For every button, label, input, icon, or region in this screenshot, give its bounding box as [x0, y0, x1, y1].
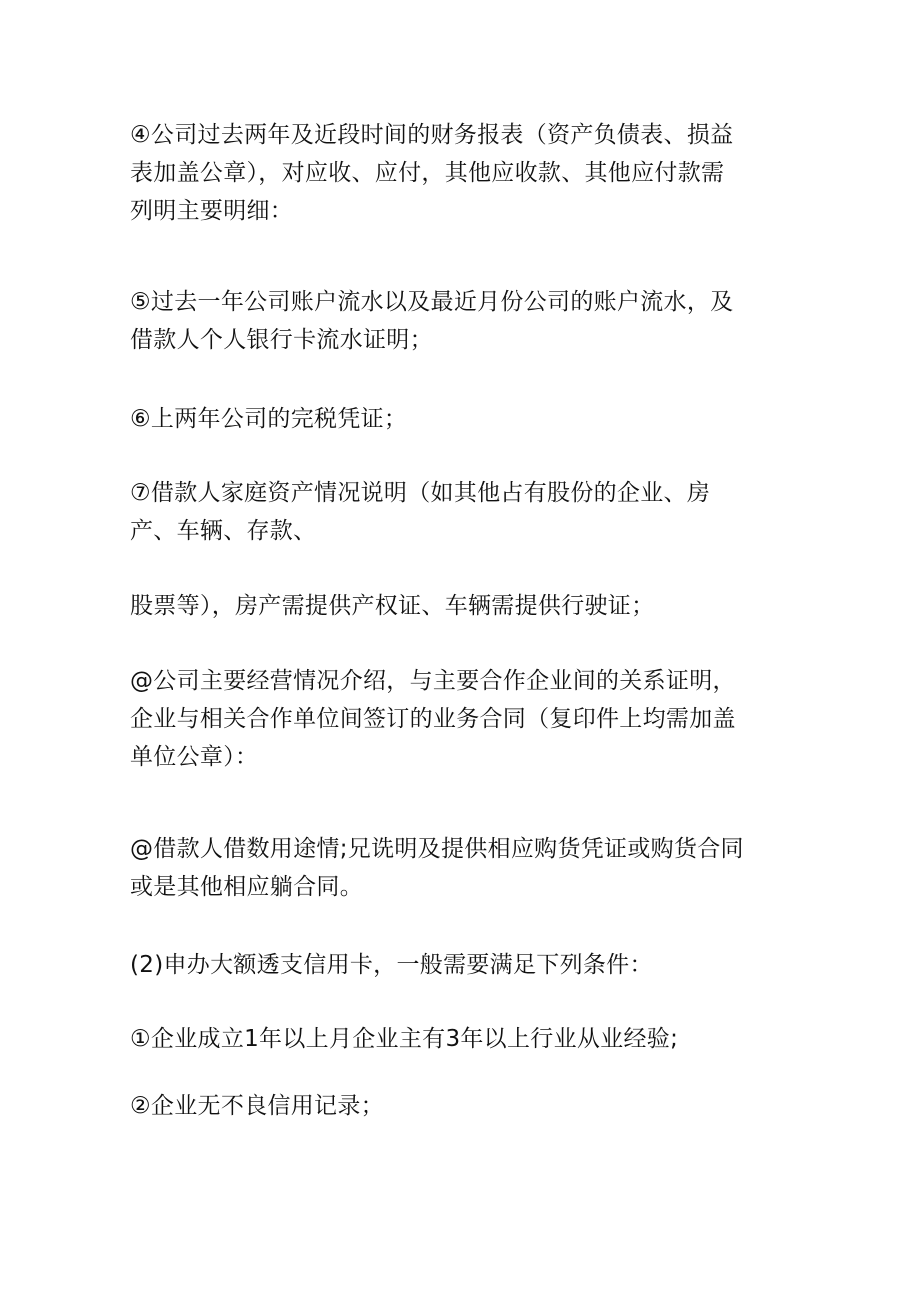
- text-line: 或是其他相应躺合同。: [130, 874, 363, 900]
- text-line: (2)申办大额透支信用卡，一般需要满足下列条件：: [130, 952, 653, 978]
- text-line: ①企业成立1年以上月企业主有3年以上行业从业经验;: [130, 1026, 679, 1052]
- paragraph-business-overview: [130, 662, 790, 776]
- text-line: ⑥上两年公司的完税凭证；: [130, 406, 408, 432]
- text-line: 单位公章）：: [130, 744, 259, 770]
- text-line: ⑤过去一年公司账户流水以及最近月份公司的账户流水，及: [130, 289, 734, 315]
- text-line: ④公司过去两年及近段时间的财务报表（资产负债表、损益: [130, 122, 734, 148]
- text-line: @公司主要经营情况介绍，与主要合作企业间的关系证明，: [130, 668, 736, 694]
- paragraph-account-flow: [130, 283, 790, 359]
- paragraph-condition-1: [130, 1020, 790, 1058]
- text-line: 借款人个人银行卡流水证明；: [130, 327, 433, 353]
- paragraph-tax-certificates: [130, 400, 790, 438]
- text-line: 表加盖公章），对应收、应付，其他应收款、其他应付款需: [130, 160, 725, 186]
- text-line: 股票等），房产需提供产权证、车辆需提供行驶证；: [130, 593, 655, 619]
- paragraph-loan-purpose: [130, 830, 790, 906]
- text-line: ⑦借款人家庭资产情况说明（如其他占有股份的企业、房: [130, 480, 711, 506]
- text-line: @借款人借数用途情;兄诜明及提供相应购货凭证或购货合同: [130, 836, 744, 862]
- paragraph-credit-card-conditions: [130, 946, 790, 984]
- text-line: ②企业无不良信用记录；: [130, 1093, 384, 1119]
- paragraph-family-assets: [130, 474, 790, 550]
- paragraph-financial-statements: [130, 116, 790, 230]
- paragraph-condition-2: [130, 1087, 790, 1125]
- text-line: 企业与相关合作单位间签订的业务合同（复印件上均需加盖: [130, 706, 736, 732]
- text-line: 产、车辆、存款、: [130, 518, 317, 544]
- paragraph-property-certificates: [130, 587, 790, 625]
- text-line: 列明主要明细：: [130, 198, 294, 224]
